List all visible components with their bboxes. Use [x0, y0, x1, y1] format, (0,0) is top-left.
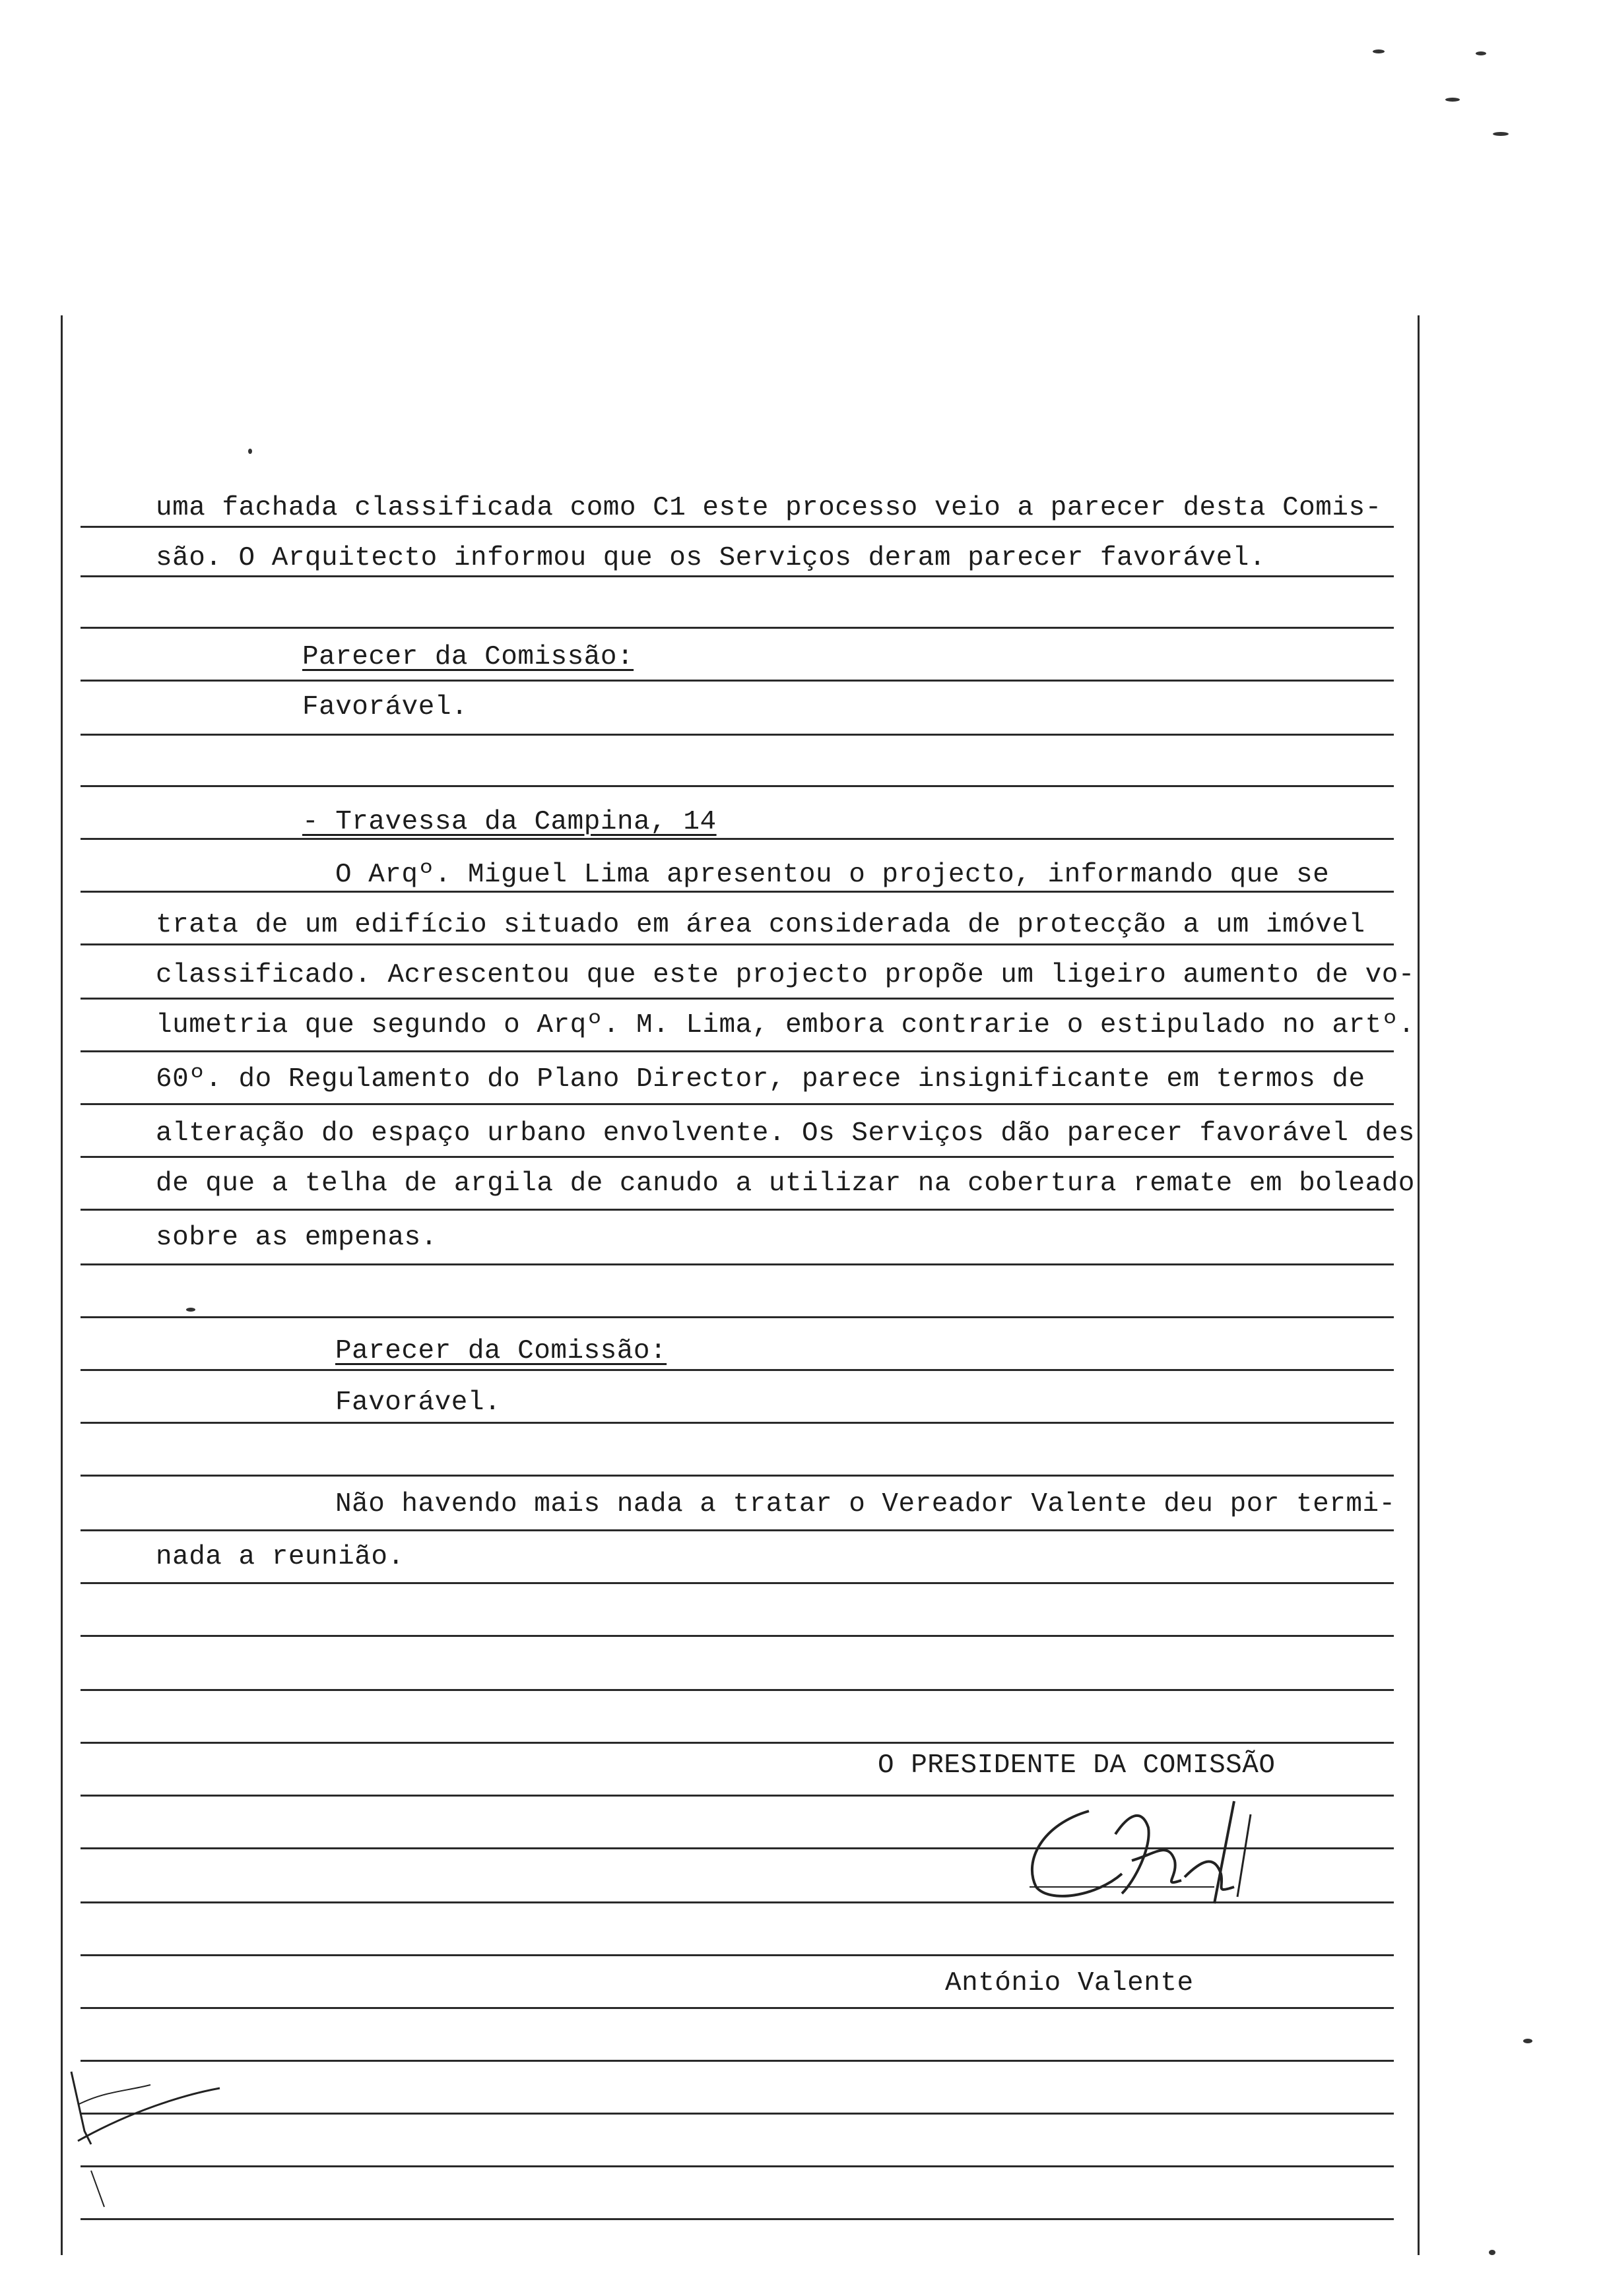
ruled-line: [81, 627, 1394, 629]
scan-speck: [1489, 2250, 1495, 2255]
ruled-line: [81, 575, 1394, 577]
ruled-line: [81, 998, 1394, 1000]
ruled-line: [81, 2007, 1394, 2009]
body-line: classificado. Acrescentou que este projecto propõe um ligeiro aumento de vo-: [156, 960, 1415, 990]
body-line: 60º. do Regulamento do Plano Director, parece insignificante em termos de: [156, 1064, 1365, 1095]
ruled-line: [81, 526, 1394, 528]
ruled-line: [81, 2060, 1394, 2062]
ruled-line: [81, 1689, 1394, 1691]
committee-opinion: Favorável.: [302, 692, 469, 722]
body-line: são. O Arquitecto informou que os Serviços deram parecer favorável.: [156, 543, 1266, 573]
ruled-line: [81, 2113, 1394, 2115]
ruled-line: [81, 1050, 1394, 1052]
ruled-line: [81, 1316, 1394, 1318]
ruled-line: [81, 1103, 1394, 1105]
ruled-line: [81, 1954, 1394, 1956]
ruled-line: [81, 1475, 1394, 1477]
section-heading: Parecer da Comissão:: [302, 642, 634, 672]
body-line: lumetria que segundo o Arqº. M. Lima, embora contrarie o estipulado no artº.: [156, 1010, 1415, 1040]
body-line: trata de um edifício situado em área considerada de protecção a um imóvel: [156, 910, 1365, 940]
ruled-line: [81, 1422, 1394, 1424]
scan-speck: [1523, 2039, 1532, 2043]
scan-speck: [1493, 132, 1509, 136]
ruled-line: [81, 2218, 1394, 2220]
body-line: sobre as empenas.: [156, 1223, 438, 1253]
ruled-line: [81, 943, 1394, 945]
signature-name: António Valente: [945, 1968, 1194, 1998]
ruled-line: [81, 785, 1394, 787]
ruled-line: [81, 1529, 1394, 1531]
scan-speck: [1373, 49, 1385, 53]
body-line: nada a reunião.: [156, 1542, 405, 1572]
ruled-line: [81, 2165, 1394, 2167]
scan-speck: [248, 449, 252, 454]
body-line: uma fachada classificada como C1 este processo veio a parecer desta Comis-: [156, 493, 1382, 523]
scan-speck: [186, 1308, 195, 1312]
ruled-line: [81, 1156, 1394, 1158]
body-line: Não havendo mais nada a tratar o Vereador Valente deu por termi-: [335, 1489, 1396, 1519]
ruled-line: [81, 734, 1394, 736]
body-line: alteração do espaço urbano envolvente. Os Serviços dão parecer favorável des: [156, 1118, 1415, 1149]
ruled-line: [81, 1369, 1394, 1371]
ruled-line: [81, 1582, 1394, 1584]
ruled-line: [81, 1263, 1394, 1265]
ruled-line: [81, 680, 1394, 682]
body-line: O Arqº. Miguel Lima apresentou o projecto, informando que se: [335, 860, 1330, 890]
item-heading: - Travessa da Campina, 14: [302, 807, 717, 837]
signature-title: O PRESIDENTE DA COMISSÃO: [878, 1750, 1276, 1781]
body-line: de que a telha de argila de canudo a utilizar na cobertura remate em boleado: [156, 1168, 1415, 1199]
ruled-line: [81, 891, 1394, 893]
scan-speck: [1445, 98, 1460, 102]
section-heading: Parecer da Comissão:: [335, 1336, 667, 1366]
ruled-line: [81, 1209, 1394, 1211]
left-margin-line: [61, 315, 63, 2255]
handwritten-signature: [1016, 1788, 1261, 1913]
ruled-line: [81, 1635, 1394, 1637]
ruled-line: [81, 838, 1394, 840]
ruled-line: [81, 1742, 1394, 1744]
committee-opinion: Favorável.: [335, 1387, 502, 1418]
margin-scribble: [65, 2065, 236, 2217]
scan-speck: [1476, 51, 1486, 55]
right-margin-line: [1418, 315, 1420, 2255]
